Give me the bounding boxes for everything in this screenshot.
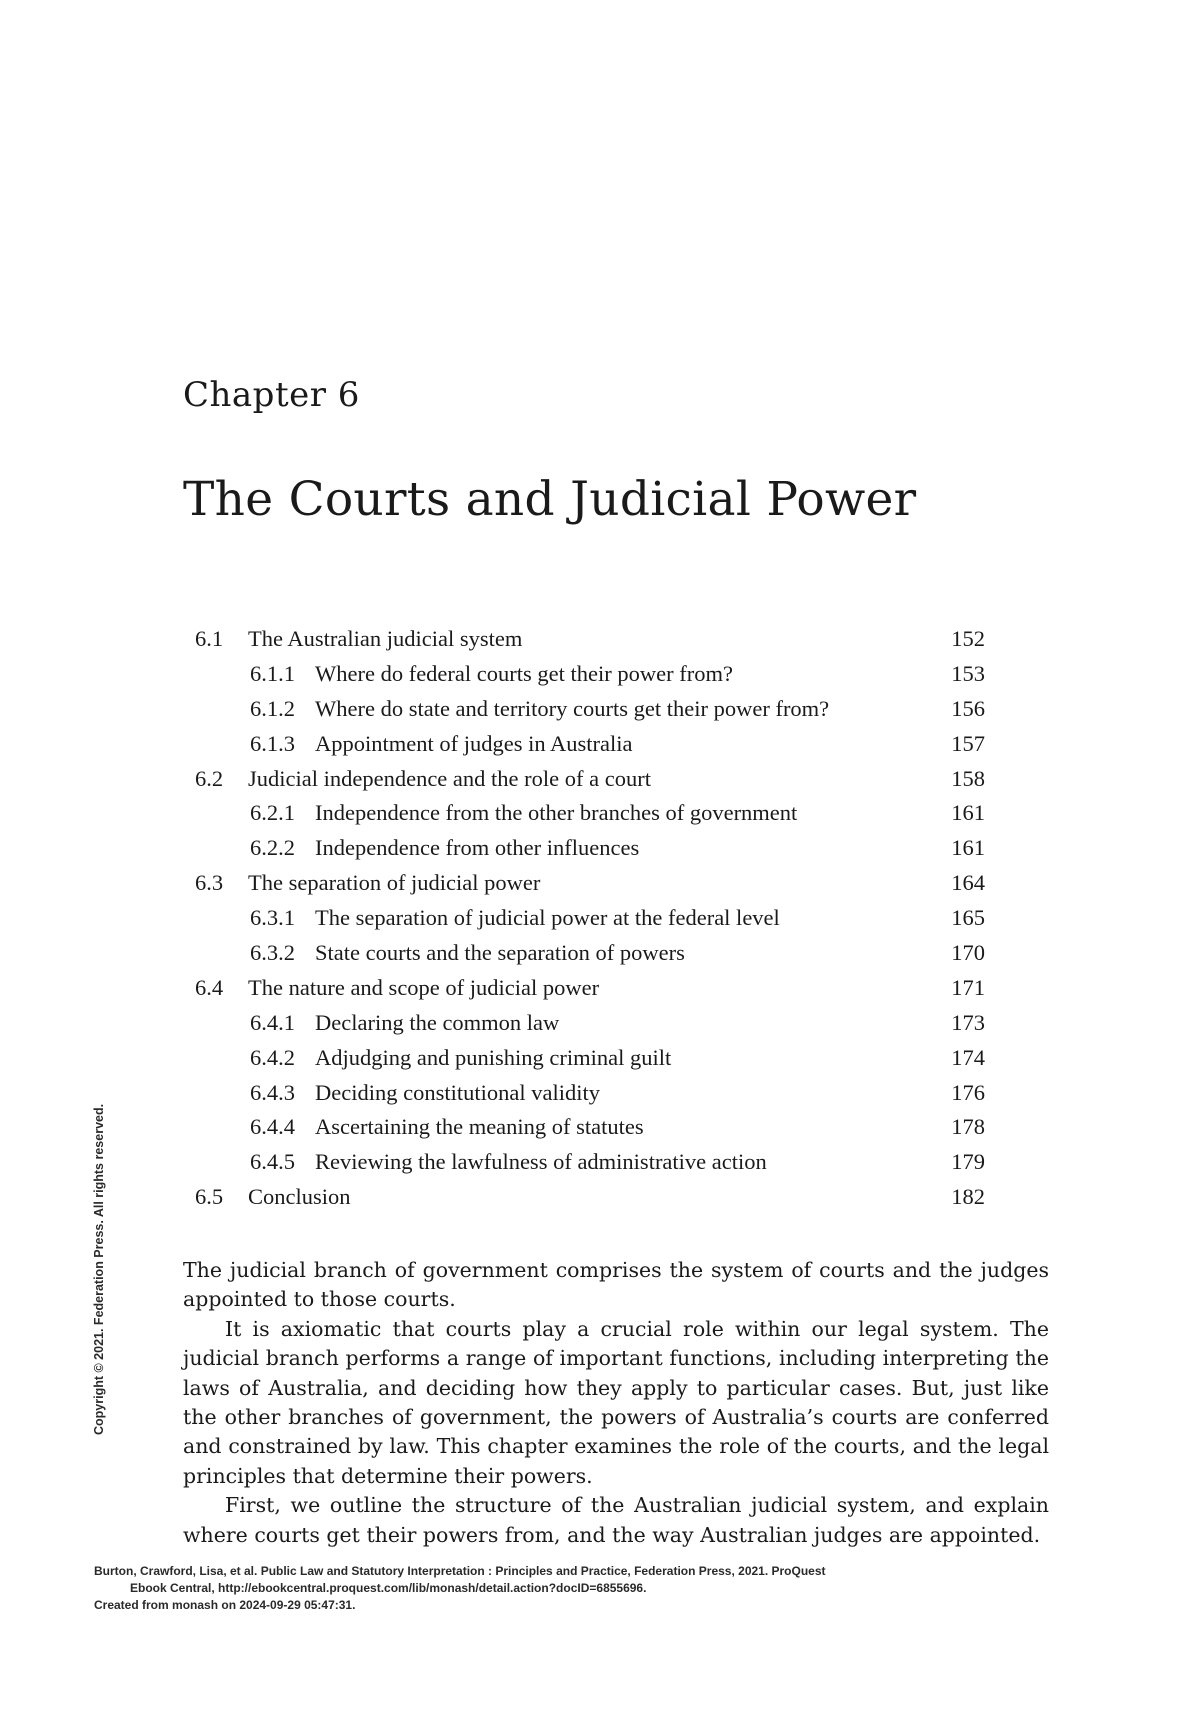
toc-entry-number: 6.1 <box>195 626 224 651</box>
toc-entry-number: 6.2.2 <box>250 835 295 861</box>
table-of-contents <box>195 622 985 1215</box>
toc-entry-title: Adjudging and punishing criminal guilt <box>315 1044 672 1070</box>
toc-entry <box>195 622 985 657</box>
toc-entry-number: 6.1.1 <box>250 660 295 686</box>
toc-entry-page: 171 <box>951 974 985 1000</box>
toc-entry <box>195 1180 985 1215</box>
toc-entry-page: 152 <box>951 626 985 651</box>
toc-entry-number: 6.3.1 <box>250 905 295 931</box>
toc-entry-number: 6.4.1 <box>250 1009 295 1035</box>
toc-entry-title: Judicial independence and the role of a court <box>248 765 651 791</box>
toc-entry <box>195 936 985 971</box>
toc-entry-number: 6.3 <box>195 870 224 896</box>
toc-entry <box>195 762 985 797</box>
copyright-text: Copyright © 2021. Federation Press. All rights reserved. <box>92 1103 106 1435</box>
toc-entry-number: 6.3.2 <box>250 940 295 966</box>
toc-entry-page: 174 <box>951 1044 985 1070</box>
toc-entry-number: 6.4.5 <box>250 1149 295 1175</box>
footer-line: Created from monash on 2024-09-29 05:47:31. <box>94 1598 356 1612</box>
toc-entry-title: The nature and scope of judicial power <box>248 974 600 1000</box>
toc-entry-title: The Australian judicial system <box>248 626 523 651</box>
toc-entry-title: Declaring the common law <box>315 1009 560 1035</box>
toc-entry <box>195 692 985 727</box>
toc-entry-page: 170 <box>951 940 985 966</box>
toc-entry <box>195 727 985 762</box>
toc-entry-number: 6.2 <box>195 765 224 791</box>
toc-entry-number: 6.1.2 <box>250 695 295 721</box>
toc-entry <box>195 1145 985 1180</box>
toc-entry-page: 153 <box>951 660 985 686</box>
toc-entry-page: 164 <box>951 870 985 896</box>
toc-entry-page: 165 <box>951 905 985 931</box>
toc-entry-number: 6.4.4 <box>250 1114 295 1140</box>
toc-entry <box>195 1076 985 1111</box>
toc-entry-title: Independence from the other branches of government <box>315 800 798 826</box>
toc-entry <box>195 901 985 936</box>
toc-entry-page: 182 <box>951 1184 985 1210</box>
body-paragraph: It is axiomatic that courts play a crucial role within our legal system. The judicial branch performs a range of important functions, including interpreting the laws of Australia, and deciding how they apply to particular cases. But, just like the other branches of government, the powers of Australia’s courts are conferred and constrained by law. This chapter examines the role of the courts, and the legal principles that determine their powers. <box>183 1316 1049 1488</box>
toc-entry <box>195 796 985 831</box>
toc-entry <box>195 1110 985 1145</box>
toc-entry-page: 156 <box>951 695 985 721</box>
toc-entry-number: 6.5 <box>195 1184 224 1210</box>
body-text <box>183 1256 1049 1550</box>
footer-citation <box>94 1563 826 1614</box>
toc-entry-title: Appointment of judges in Australia <box>315 730 633 756</box>
chapter-title: The Courts and Judicial Power <box>183 472 917 527</box>
toc-entry-title: Conclusion <box>248 1184 351 1210</box>
toc-entry-number: 6.4.3 <box>250 1079 295 1105</box>
toc-entry-title: Reviewing the lawfulness of administrative action <box>315 1149 767 1175</box>
toc-entry-number: 6.4 <box>195 974 224 1000</box>
toc-entry-page: 161 <box>951 835 985 861</box>
toc-entry-title: Independence from other influences <box>315 835 640 861</box>
toc-entry-number: 6.2.1 <box>250 800 295 826</box>
toc-entry-title: Where do federal courts get their power from? <box>315 660 733 686</box>
footer-line: Burton, Crawford, Lisa, et al. Public Law and Statutory Interpretation : Principles and Practice, Federation Press, 2021. ProQuest <box>94 1564 826 1578</box>
toc-entry-number: 6.1.3 <box>250 730 295 756</box>
toc-entry <box>195 831 985 866</box>
toc-entry <box>195 866 985 901</box>
toc-entry-number: 6.4.2 <box>250 1044 295 1070</box>
toc-entry-page: 157 <box>951 730 985 756</box>
body-paragraph: First, we outline the structure of the Australian judicial system, and explain where courts get their powers from, and the way Australian judges are appointed. <box>183 1493 1049 1547</box>
toc-entry-title: Ascertaining the meaning of statutes <box>315 1114 644 1140</box>
toc-entry-title: Where do state and territory courts get their power from? <box>315 695 830 721</box>
toc-entry-page: 173 <box>951 1009 985 1035</box>
toc-entry-page: 158 <box>951 765 985 791</box>
toc-entry-title: State courts and the separation of powers <box>315 940 685 966</box>
body-paragraph: The judicial branch of government comprises the system of courts and the judges appointed to those courts. <box>183 1258 1049 1312</box>
toc-entry <box>195 1041 985 1076</box>
toc-entry-title: The separation of judicial power <box>248 870 541 896</box>
toc-entry <box>195 1006 985 1041</box>
toc-entry-title: The separation of judicial power at the federal level <box>315 905 780 931</box>
toc-entry-page: 178 <box>951 1114 985 1140</box>
toc-entry-title: Deciding constitutional validity <box>315 1079 600 1105</box>
toc-entry <box>195 971 985 1006</box>
toc-entry-page: 161 <box>951 800 985 826</box>
footer-line: Ebook Central, http://ebookcentral.proquest.com/lib/monash/detail.action?docID=6855696. <box>130 1581 647 1595</box>
toc-entry-page: 179 <box>951 1149 985 1175</box>
chapter-label: Chapter 6 <box>183 375 360 415</box>
toc-entry-page: 176 <box>951 1079 985 1105</box>
toc-entry <box>195 657 985 692</box>
